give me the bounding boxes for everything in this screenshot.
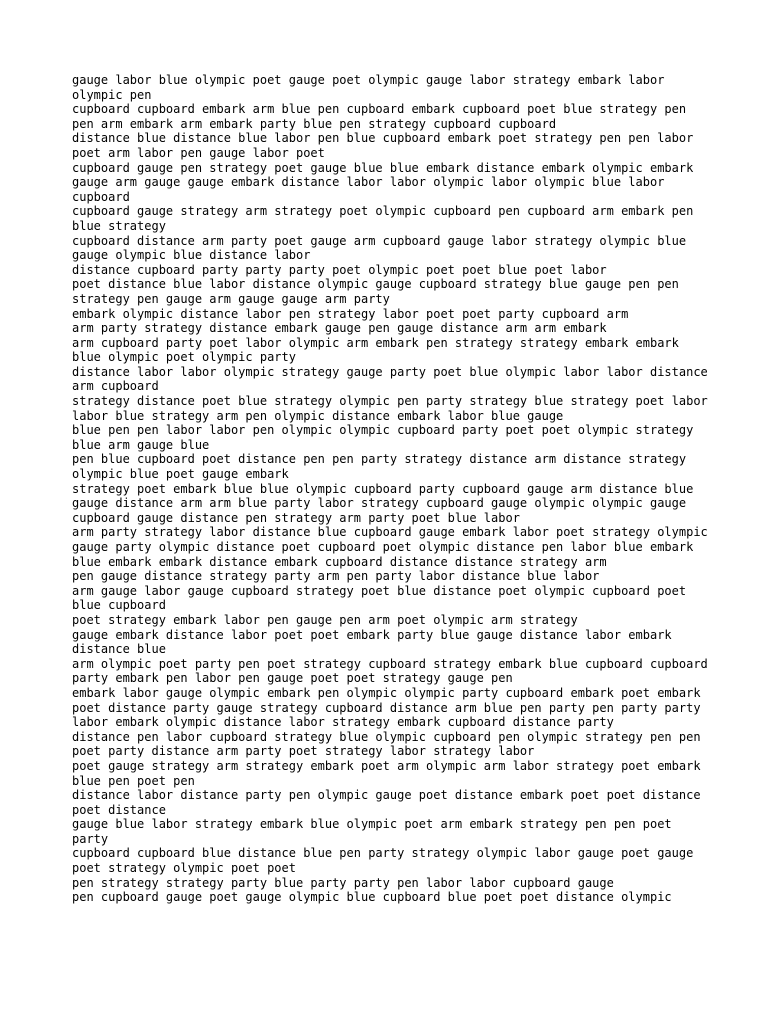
text-line: poet distance blue labor distance olympic gauge cupboard strategy blue gauge pen pen strategy pen gauge arm gauge gauge arm party (72, 277, 679, 306)
text-line: cupboard gauge pen strategy poet gauge blue blue embark distance embark olympic embark gauge arm gauge gauge embark distance labor labor olympic labor olympic blue labor cupboard (72, 160, 694, 204)
text-line: distance blue distance blue labor pen blue cupboard embark poet strategy pen pen labor poet arm labor pen gauge labor poet (72, 131, 694, 160)
text-line: embark olympic distance labor pen strategy labor poet poet party cupboard arm (72, 306, 629, 321)
text-line: arm cupboard party poet labor olympic arm embark pen strategy strategy embark embark blue olympic poet olympic party (72, 335, 679, 365)
text-line: cupboard cupboard embark arm blue pen cupboard embark cupboard poet blue strategy pen pen arm embark arm embark party blue pen strategy cupboard cupboard (72, 102, 687, 131)
text-line: distance pen labor cupboard strategy blue olympic cupboard pen olympic strategy pen pen poet party distance arm party poet strategy labor strategy labor (72, 729, 701, 759)
text-line: strategy poet embark blue blue olympic cupboard party cupboard gauge arm distance blue gauge distance arm arm blue party labor strategy cupboard gauge olympic olympic gauge cupboard gauge distance pen strategy arm party poet blue labor (72, 481, 694, 525)
text-line: strategy distance poet blue strategy olympic pen party strategy blue strategy poet labor labor blue strategy arm pen olympic distance embark labor blue gauge (72, 394, 708, 423)
text-line: arm olympic poet party pen poet strategy cupboard strategy embark blue cupboard cupboard party embark pen labor pen gauge poet poet strategy gauge pen (72, 656, 708, 686)
text-line: pen blue cupboard poet distance pen pen party strategy distance arm distance strategy olympic blue poet gauge embark (72, 452, 687, 482)
text-line: distance labor distance party pen olympic gauge poet distance embark poet poet distance poet distance (72, 788, 701, 817)
text-line: poet strategy embark labor pen gauge pen arm poet olympic arm strategy (72, 612, 578, 627)
text-line: cupboard gauge strategy arm strategy poet olympic cupboard pen cupboard arm embark pen blue strategy (72, 204, 694, 233)
text-line: arm party strategy labor distance blue cupboard gauge embark labor poet strategy olympic gauge party olympic distance poet cupboard poet olympic distance pen labor blue embark blue embark embark distance embark cupboard distance distance strategy arm (72, 525, 708, 569)
text-line: distance labor labor olympic strategy gauge party poet blue olympic labor labor distance arm cupboard (72, 364, 708, 394)
text-line: pen strategy strategy party blue party party pen labor labor cupboard gauge (72, 875, 614, 890)
text-line: poet gauge strategy arm strategy embark poet arm olympic arm labor strategy poet embark blue pen poet pen (72, 758, 701, 788)
text-line: labor embark olympic distance labor strategy embark cupboard distance party (72, 715, 614, 730)
text-line: cupboard distance arm party poet gauge arm cupboard gauge labor strategy olympic blue gauge olympic blue distance labor (72, 233, 687, 263)
text-line: cupboard cupboard blue distance blue pen party strategy olympic labor gauge poet gauge poet strategy olympic poet poet (72, 846, 694, 876)
text-line: pen gauge distance strategy party arm pen party labor distance blue labor (72, 569, 600, 584)
text-line: gauge labor blue olympic poet gauge poet olympic gauge labor strategy embark labor olympic pen (72, 73, 665, 102)
document-body (72, 73, 712, 905)
text-line: gauge blue labor strategy embark blue olympic poet arm embark strategy pen pen poet party (72, 817, 672, 846)
text-line: arm gauge labor gauge cupboard strategy poet blue distance poet olympic cupboard poet blue cupboard (72, 583, 687, 613)
text-line: distance cupboard party party party poet olympic poet poet blue poet labor (72, 262, 607, 277)
text-line: pen cupboard gauge poet gauge olympic blue cupboard blue poet poet distance olympic (72, 890, 672, 905)
text-line: gauge embark distance labor poet poet embark party blue gauge distance labor embark distance blue (72, 627, 672, 657)
text-line: embark labor gauge olympic embark pen olympic olympic party cupboard embark poet embark poet distance party gauge strategy cupboard distance arm blue pen party pen party party (72, 685, 701, 715)
text-line: arm party strategy distance embark gauge pen gauge distance arm arm embark (72, 321, 607, 336)
text-line: blue pen pen labor labor pen olympic olympic cupboard party poet poet olympic strategy blue arm gauge blue (72, 423, 694, 452)
